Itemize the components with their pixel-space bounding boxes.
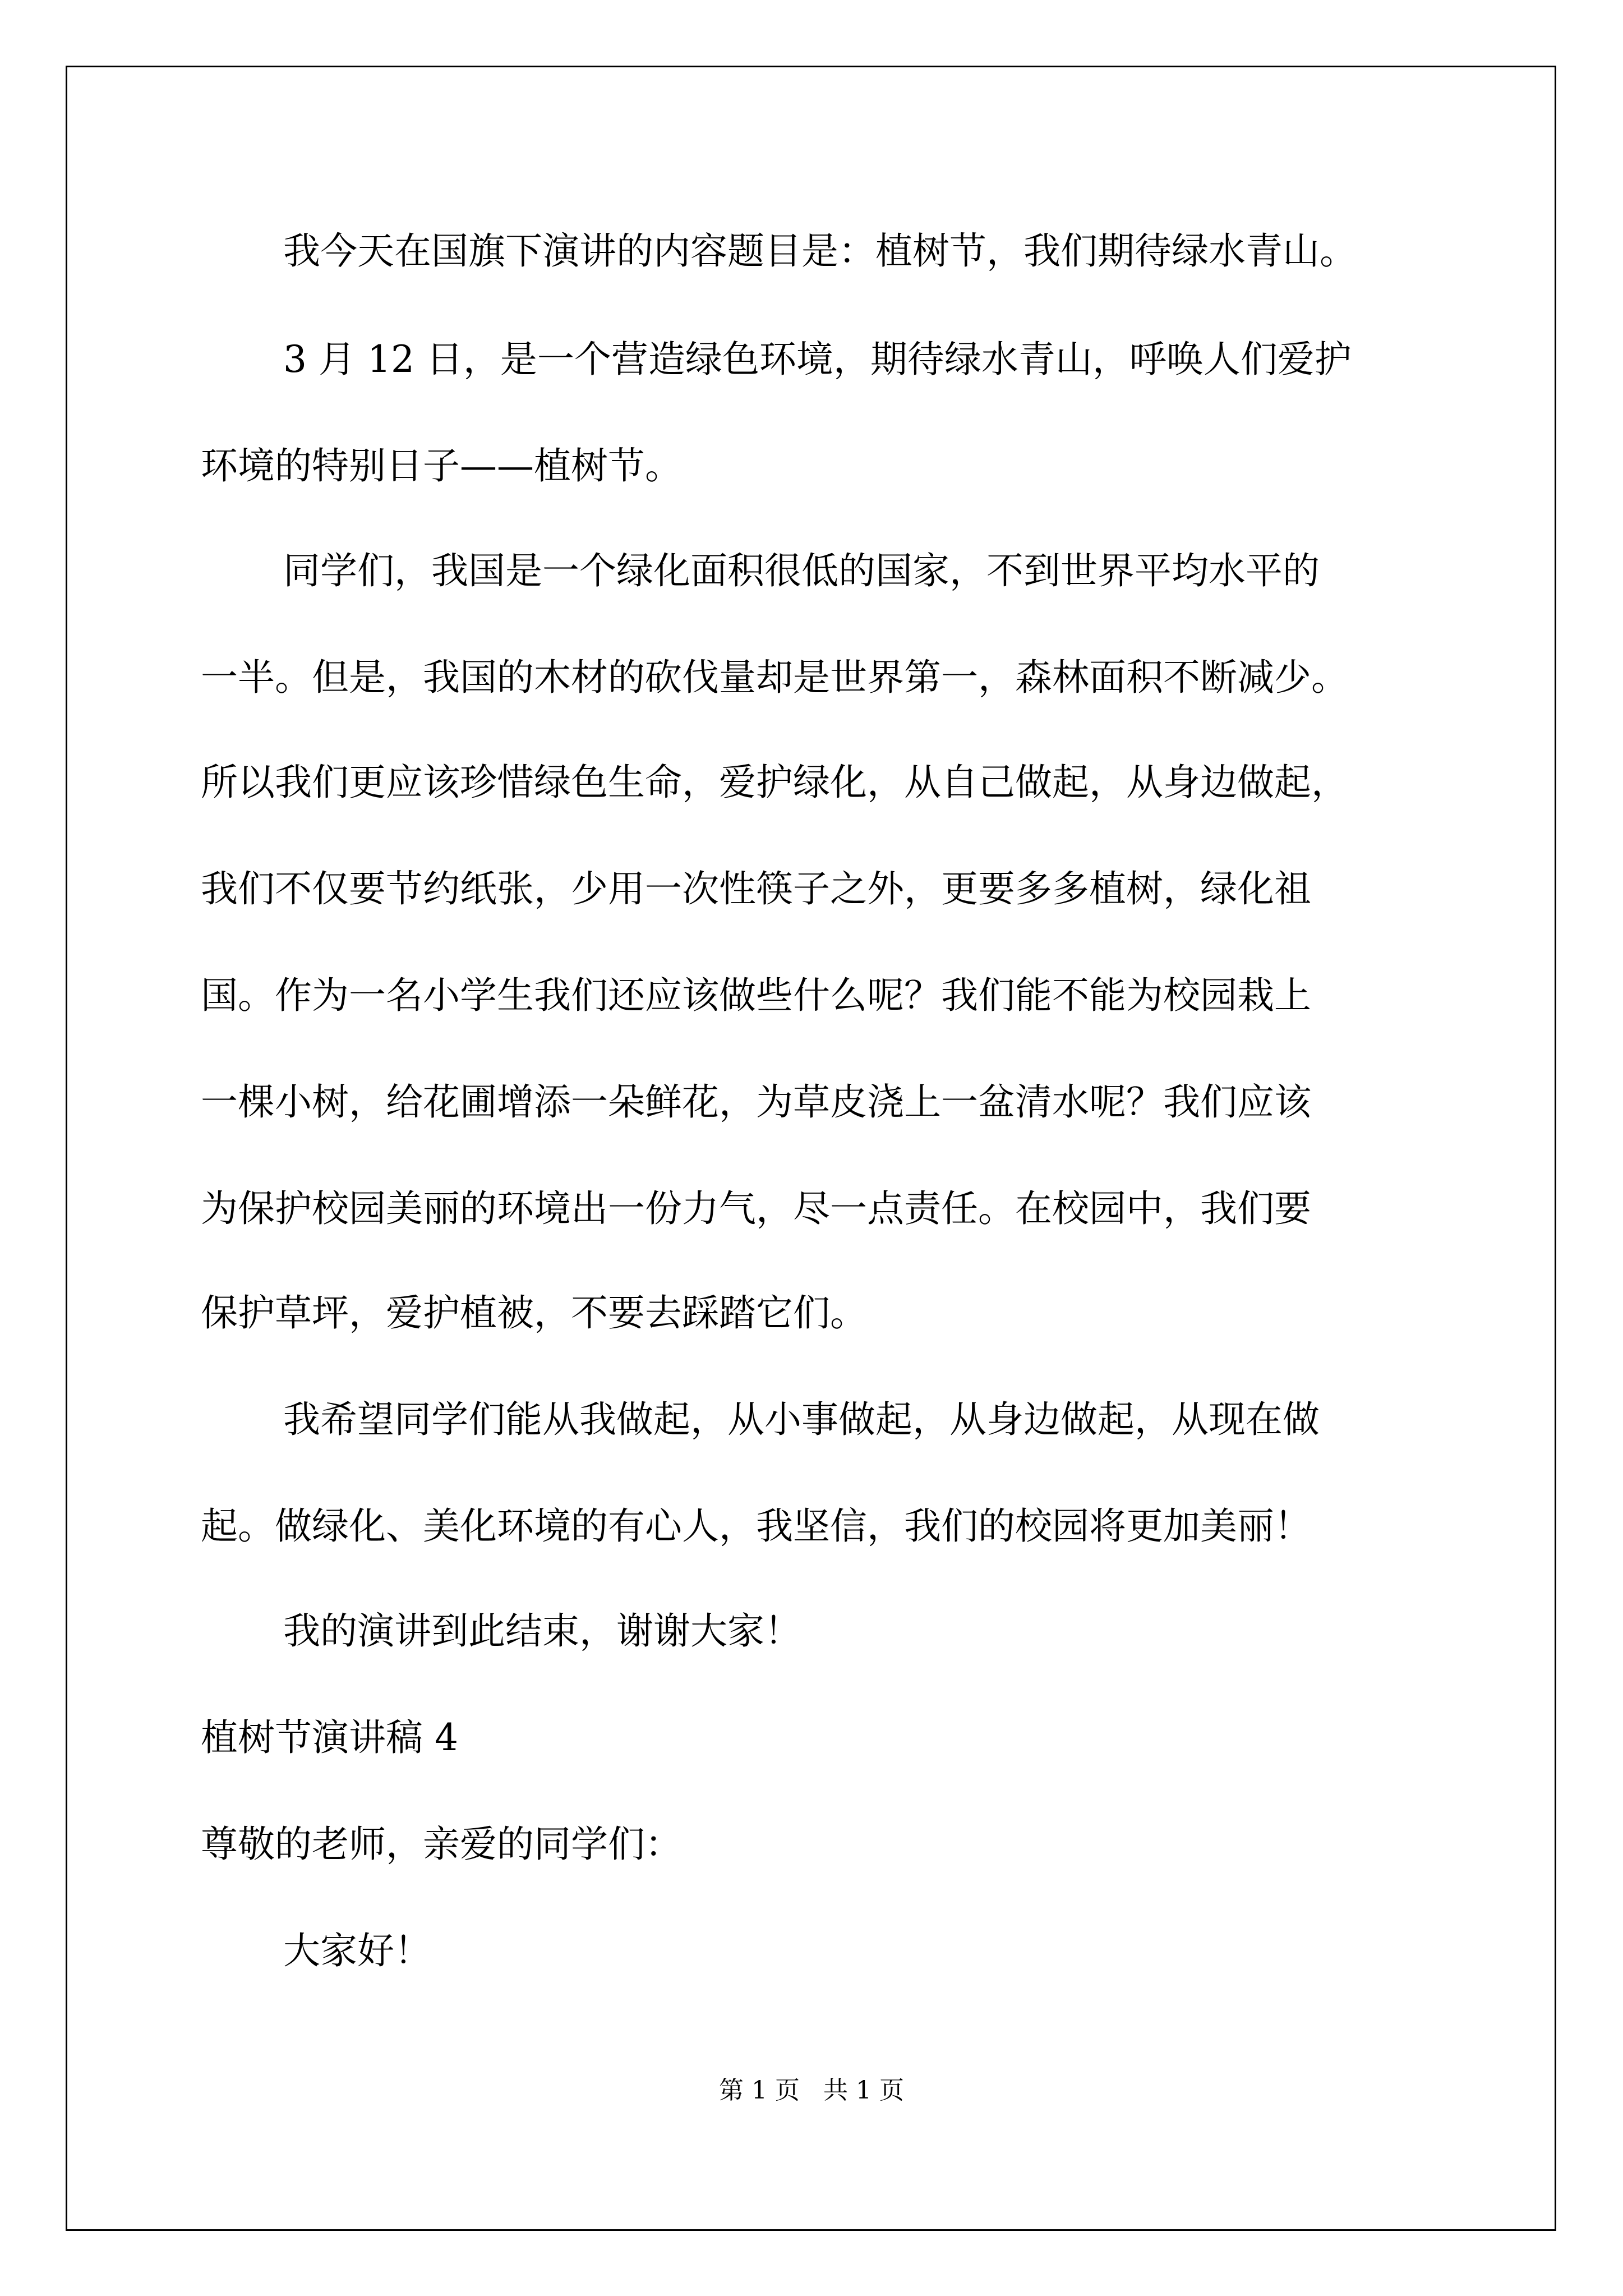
text-line-2: 3 月 12 日，是一个营造绿色环境，期待绿水青山，呼唤人们爱护 xyxy=(283,338,1352,381)
text-line-5: 一半。但是，我国的木材的砍伐量却是世界第一，森林面积不断减少。 xyxy=(201,656,1348,699)
salutation: 尊敬的老师，亲爱的同学们： xyxy=(201,1823,682,1866)
text-line-12: 我希望同学们能从我做起，从小事做起，从身边做起，从现在做 xyxy=(283,1398,1320,1441)
text-line-7: 我们不仅要节约纸张，少用一次性筷子之外，更要多多植树，绿化祖 xyxy=(201,867,1311,910)
text-line-13: 起。做绿化、美化环境的有心人，我坚信，我们的校园将更加美丽！ xyxy=(201,1504,1311,1548)
text-line-14: 我的演讲到此结束，谢谢大家！ xyxy=(283,1609,801,1653)
text-line-4: 同学们，我国是一个绿化面积很低的国家，不到世界平均水平的 xyxy=(283,549,1320,592)
page-number-footer: 第 1 页 共 1 页 xyxy=(719,2076,904,2105)
text-line-9: 一棵小树，给花圃增添一朵鲜花，为草皮浇上一盆清水呢？我们应该 xyxy=(201,1080,1311,1124)
text-line-3: 环境的特别日子——植树节。 xyxy=(201,444,682,487)
page-border xyxy=(66,66,1556,2231)
text-line-6: 所以我们更应该珍惜绿色生命，爱护绿化，从自己做起，从身边做起， xyxy=(201,761,1348,804)
text-line-8: 国。作为一名小学生我们还应该做些什么呢？我们能不能为校园栽上 xyxy=(201,974,1311,1017)
text-line-1: 我今天在国旗下演讲的内容题目是：植树节，我们期待绿水青山。 xyxy=(283,229,1357,273)
text-line-10: 为保护校园美丽的环境出一份力气，尽一点责任。在校园中，我们要 xyxy=(201,1187,1311,1230)
section-title: 植树节演讲稿 4 xyxy=(201,1716,458,1759)
text-line-11: 保护草坪，爱护植被，不要去踩踏它们。 xyxy=(201,1291,867,1335)
greeting: 大家好！ xyxy=(283,1929,431,1972)
